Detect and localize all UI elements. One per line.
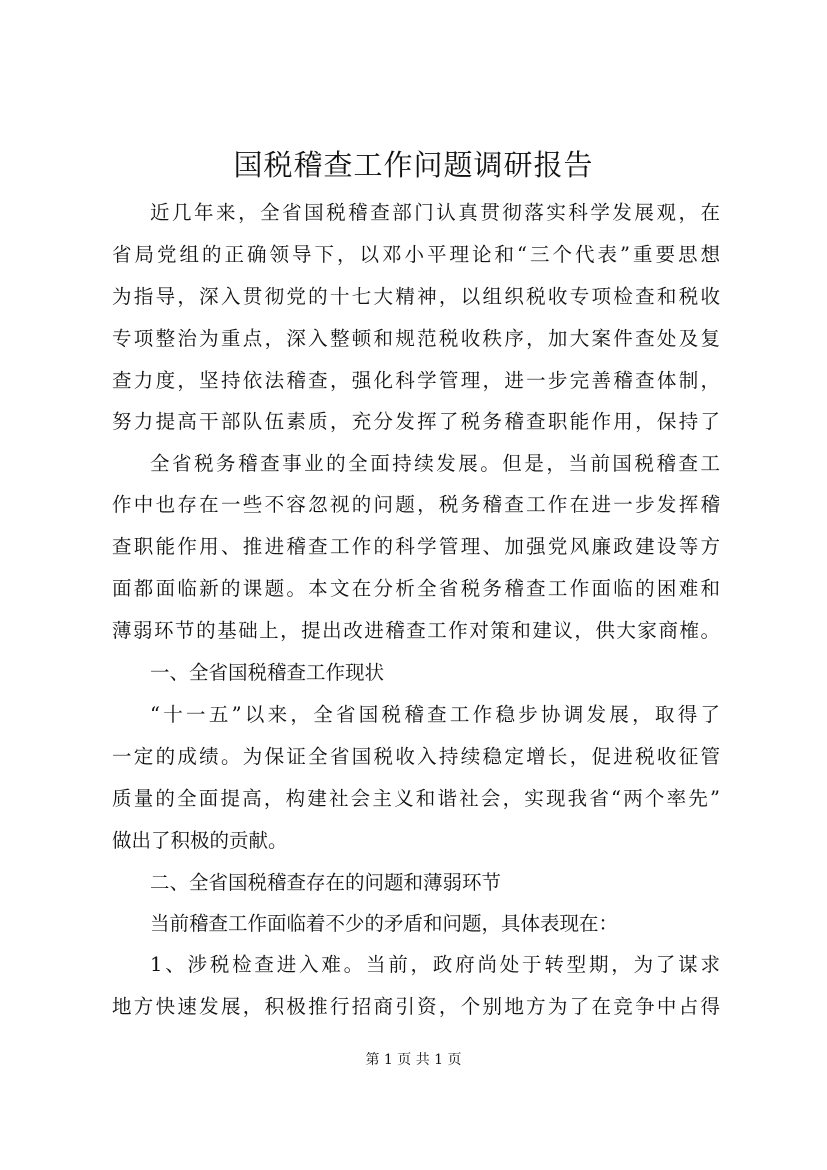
section-heading: 一、全省国税稽查工作现状: [150, 661, 385, 684]
body-line: 1、涉税检查进入难。当前，政府尚处于转型期，为了谋求: [150, 953, 720, 976]
body-line: 一定的成绩。为保证全省国税收入持续稳定增长，促进税收征管: [112, 745, 720, 768]
body-line: 近几年来，全省国税稽查部门认真贯彻落实科学发展观，在: [150, 201, 720, 224]
body-line: 全省税务稽查事业的全面持续发展。但是，当前国税稽查工: [150, 452, 720, 475]
body-line: 查职能作用、推进稽查工作的科学管理、加强党风廉政建设等方: [112, 535, 720, 558]
body-line: 省局党组的正确领导下，以邓小平理论和“三个代表”重要思想: [112, 243, 720, 266]
body-line: 地方快速发展，积极推行招商引资，个别地方为了在竞争中占得: [112, 995, 720, 1018]
body-line: 查力度，坚持依法稽查，强化科学管理，进一步完善稽查体制，: [112, 369, 720, 392]
body-line: 面都面临新的课题。本文在分析全省税务稽查工作面临的困难和: [112, 577, 720, 600]
body-line: 为指导，深入贯彻党的十七大精神，以组织税收专项检查和税收: [112, 285, 720, 308]
body-line: 作中也存在一些不容忽视的问题，税务稽查工作在进一步发挥稽: [112, 493, 720, 516]
document-title: 国税稽查工作问题调研报告: [233, 148, 594, 182]
body-line: 薄弱环节的基础上，提出改进稽查工作对策和建议，供大家商榷。: [112, 619, 720, 642]
body-line: 当前稽查工作面临着不少的矛盾和问题，具体表现在：: [150, 912, 619, 935]
page-footer: 第 1 页 共 1 页: [365, 1052, 462, 1068]
body-line: 做出了积极的贡献。: [112, 829, 288, 852]
body-line: 质量的全面提高，构建社会主义和谐社会，实现我省“两个率先”: [112, 787, 720, 810]
body-line: “十一五”以来，全省国税稽查工作稳步协调发展，取得了: [150, 703, 720, 726]
body-line: 努力提高干部队伍素质，充分发挥了税务稽查职能作用，保持了: [112, 410, 720, 433]
section-heading: 二、全省国税稽查存在的问题和薄弱环节: [150, 871, 502, 894]
body-line: 专项整治为重点，深入整顿和规范税收秩序，加大案件查处及复: [112, 327, 720, 350]
